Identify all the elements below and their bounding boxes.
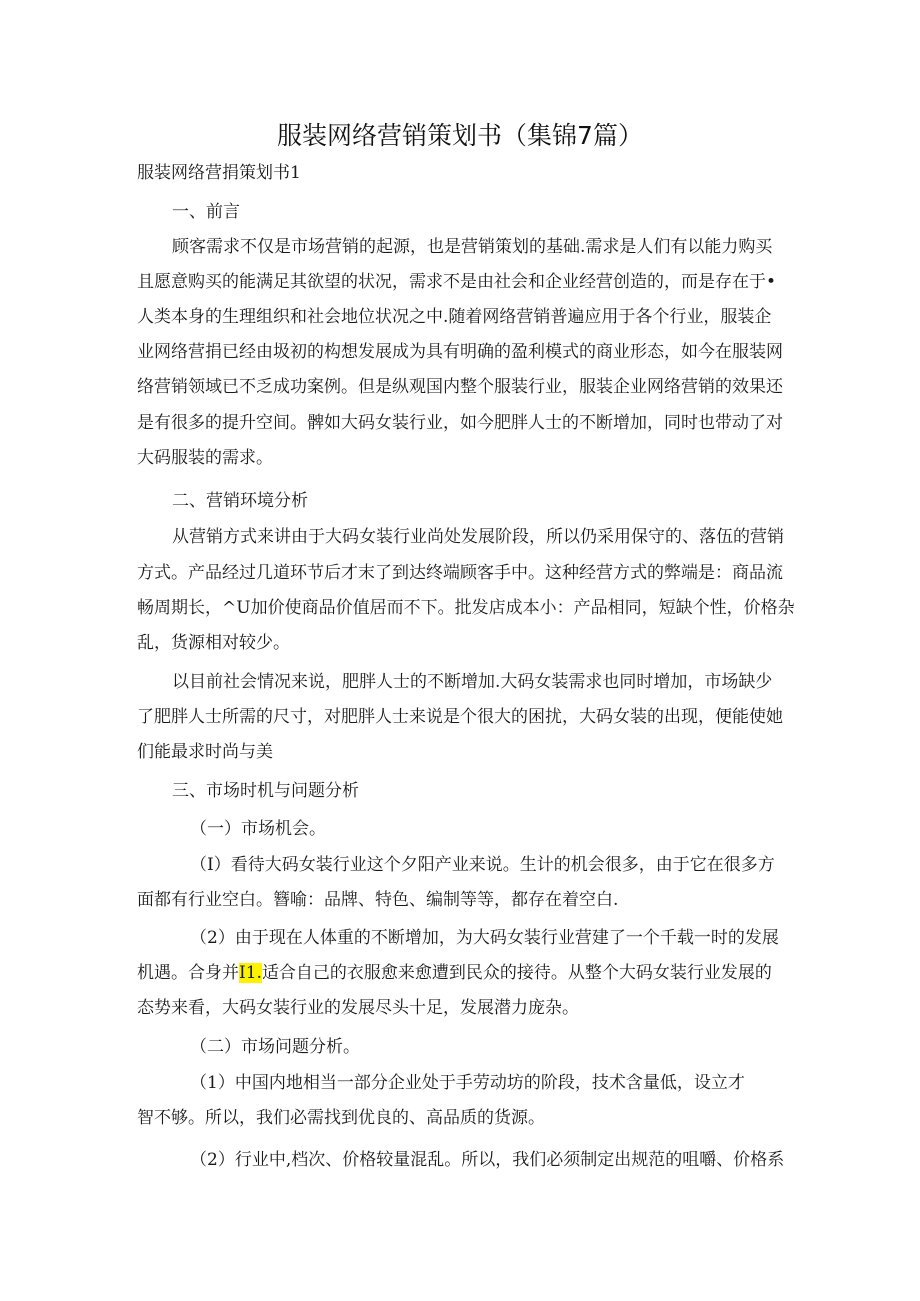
section-subtitle: 服装网络营捐策划书1	[137, 163, 301, 183]
paragraph-line: 乱，货源相对较少。	[137, 633, 290, 653]
paragraph-line: 们能最求时尚与美	[137, 742, 273, 762]
highlighted-text: I1.	[239, 963, 262, 983]
paragraph-line: （1）中国内地相当一部分企业处于手劳动坊的阶段，技术含量低，设立才	[190, 1073, 745, 1093]
paragraph-line: 从营销方式来讲由于大码女装行业尚处发展阶段，所以仍采用保守的、落伍的营销	[172, 527, 784, 547]
paragraph-line: 智不够。所以，我们必需找到优良的、高品质的货源。	[137, 1108, 545, 1128]
paragraph-line: （I）看待大码女装行业这个夕阳产业来说。生计的机会很多，由于它在很多方	[190, 855, 775, 875]
document-title: 服装网络营销策划书（集锦7篇）	[277, 121, 643, 150]
paragraph-line: 络营销领域已不乏成功案例。但是纵观国内整个服装行业，服装企业网络营销的效果还	[137, 377, 783, 397]
paragraph-line: 畅周期长，^U加价使商品价值居而不下。批发店成本小：产品相同，短缺个性，价格杂	[137, 598, 795, 618]
paragraph-line: 业网络营捐已经由圾初的构想发展成为具有明确的盈利模式的商业形态，如今在服装网	[137, 342, 783, 362]
paragraph-line: 是有很多的提升空间。髀如大码女装行业，如今肥胖人士的不断增加，同时也带动了对	[137, 413, 783, 433]
paragraph-line: 且愿意购买的能满足其欲望的状况，需求不是由社会和企业经营创造的，而是存在于•	[137, 272, 777, 292]
heading-market: 三、市场时机与问题分析	[172, 781, 359, 801]
paragraph-line: 人类本身的生理组织和社会地位状况之中.随着网络营销普遍应用于各个行业，服装企	[137, 307, 772, 327]
paragraph-line: 方式。产品经过几道环节后才末了到达终端顾客手中。这种经营方式的弊端是：商品流	[137, 563, 783, 583]
paragraph-line: 顾客需求不仅是市场营销的起源，也是营销策划的基础.需求是人们有以能力购买	[172, 237, 773, 257]
paragraph-line: 以目前社会情况来说，肥胖人士的不断增加.大码女装需求也同时增加，市场缺少	[172, 672, 773, 692]
subheading-opportunity: （一）市场机会。	[190, 819, 326, 839]
text-segment: 机遇。合身并	[137, 963, 239, 983]
paragraph-line: 面都有行业空白。簪喻：品牌、特色、编制等等，都存在着空白.	[137, 890, 619, 910]
paragraph-line: 大码服装的需求。	[137, 448, 273, 468]
paragraph-line: （2）由于现在人体重的不断增加，为大码女装行业营建了一个千载一时的发展	[190, 928, 779, 948]
heading-environment: 二、营销环境分析	[172, 491, 308, 511]
heading-preface: 一、前言	[172, 202, 240, 222]
paragraph-line: 态势来看，大码女装行业的发展尽头十足，发展潜力庞杂。	[137, 998, 579, 1018]
text-segment: 适合自己的衣服愈来愈遭到民众的接待。从整个大码女装行业发展的	[261, 963, 772, 983]
paragraph-line: （2）行业中,档次、价格较量混乱。所以，我们必须制定出规范的咀嚼、价格系	[190, 1150, 785, 1170]
subheading-problems: （二）市场问题分析。	[190, 1037, 360, 1057]
paragraph-line	[137, 962, 772, 984]
paragraph-line: 了肥胖人士所需的尺寸，对肥胖人士来说是个很大的困扰，大码女装的出现，便能使她	[137, 707, 783, 727]
